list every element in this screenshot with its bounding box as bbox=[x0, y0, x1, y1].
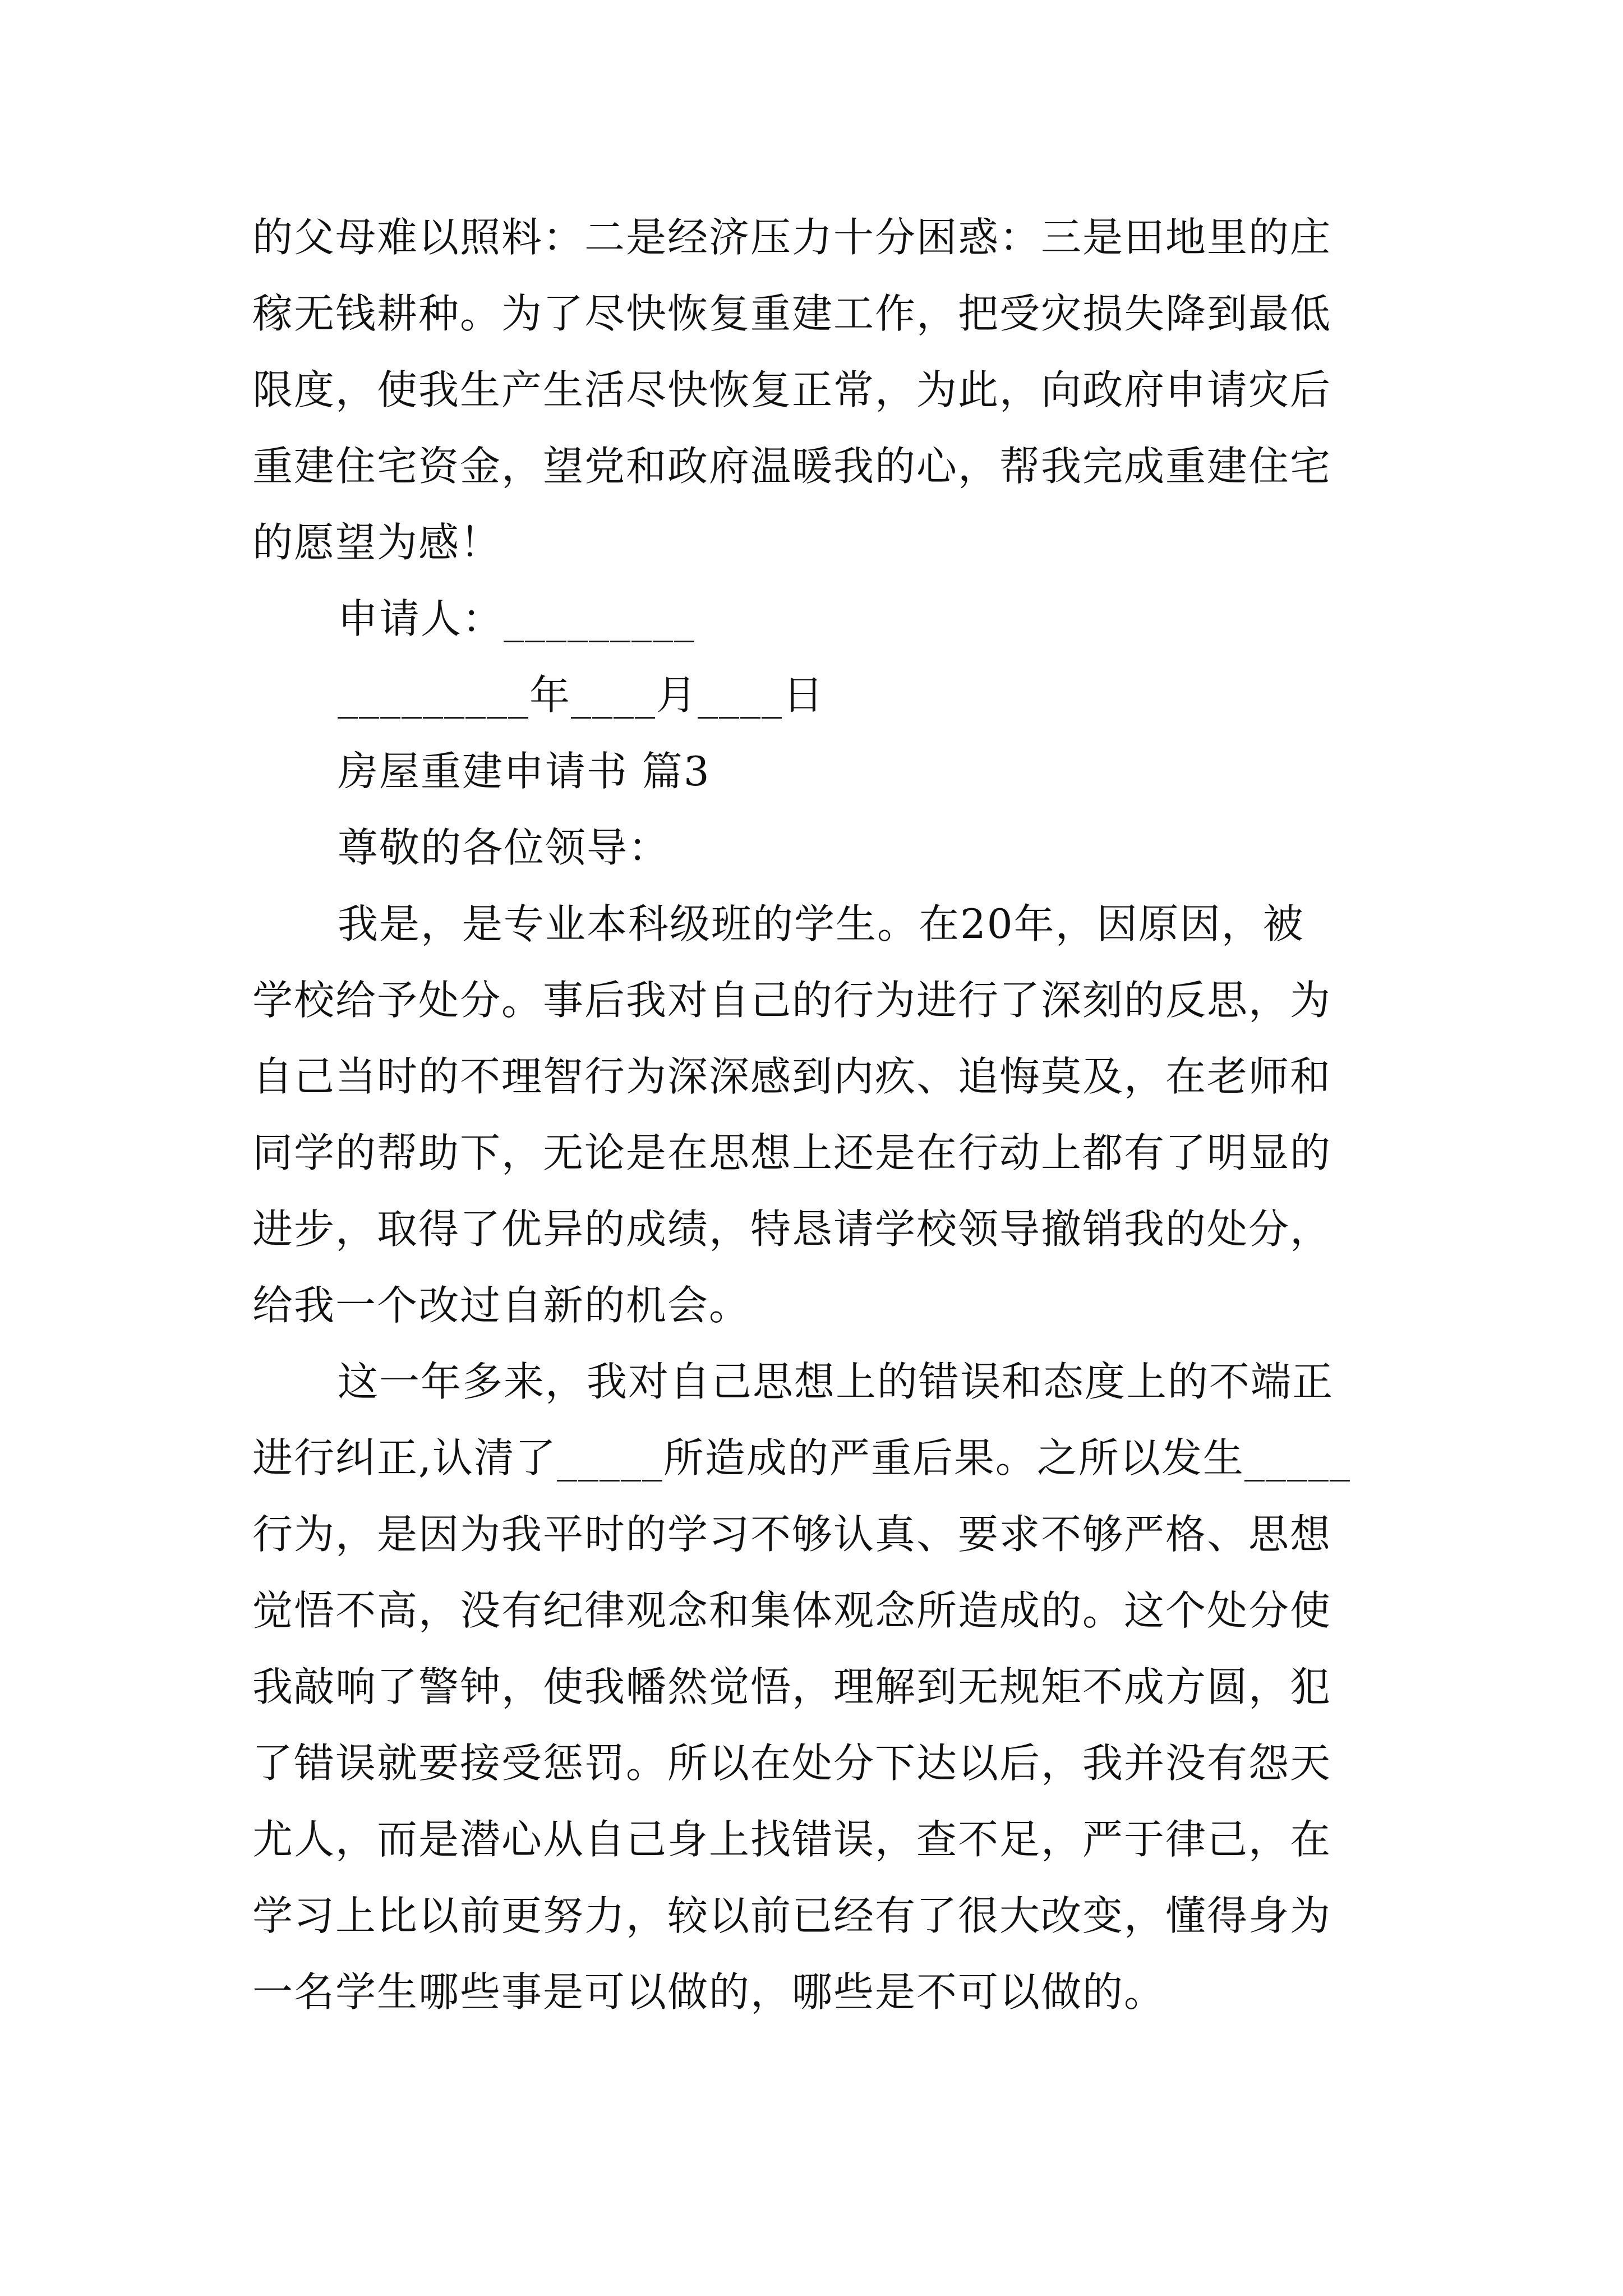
text-line: 我敲响了警钟，使我幡然觉悟，理解到无规矩不成方圆，犯 bbox=[252, 1663, 1332, 1710]
text-line: 尤人，而是潜心从自己身上找错误，查不足，严于律己，在 bbox=[252, 1816, 1332, 1863]
text-line: 我是，是专业本科级班的学生。在20年，因原因，被 bbox=[338, 900, 1304, 947]
text-line: 限度，使我生产生活尽快恢复正常，为此，向政府申请灾后 bbox=[252, 366, 1332, 413]
text-line: 了错误就要接受惩罚。所以在处分下达以后，我并没有怨天 bbox=[252, 1740, 1332, 1787]
text-line: 给我一个改过自新的机会。 bbox=[252, 1282, 751, 1329]
text-line: 进行纠正,认清了_____所造成的严重后果。之所以发生_____ bbox=[252, 1434, 1351, 1481]
text-line: 的父母难以照料：二是经济压力十分困惑：三是田地里的庄 bbox=[252, 214, 1332, 261]
text-line: 同学的帮助下，无论是在思想上还是在行动上都有了明显的 bbox=[252, 1129, 1332, 1176]
text-line: 的愿望为感！ bbox=[252, 519, 502, 566]
applicant-signature-line: 申请人：_________ bbox=[338, 595, 696, 642]
text-line: 稼无钱耕种。为了尽快恢复重建工作，把受灾损失降到最低 bbox=[252, 290, 1332, 337]
text-line: 重建住宅资金，望党和政府温暖我的心，帮我完成重建住宅 bbox=[252, 443, 1332, 490]
text-line: 觉悟不高，没有纪律观念和集体观念所造成的。这个处分使 bbox=[252, 1587, 1332, 1634]
date-line: _________年____月____日 bbox=[338, 671, 824, 719]
text-line: 学习上比以前更努力，较以前已经有了很大改变，懂得身为 bbox=[252, 1892, 1332, 1939]
document-body bbox=[252, 199, 1380, 2030]
text-line: 自己当时的不理智行为深深感到内疚、追悔莫及，在老师和 bbox=[252, 1053, 1332, 1100]
section-heading: 房屋重建申请书 篇3 bbox=[338, 748, 711, 795]
text-line: 进步，取得了优异的成绩，特恳请学校领导撤销我的处分， bbox=[252, 1205, 1332, 1253]
text-line: 这一年多来，我对自己思想上的错误和态度上的不端正 bbox=[338, 1358, 1334, 1405]
salutation: 尊敬的各位领导： bbox=[338, 824, 670, 871]
text-line: 行为，是因为我平时的学习不够认真、要求不够严格、思想 bbox=[252, 1511, 1332, 1558]
text-line: 学校给予处分。事后我对自己的行为进行了深刻的反思，为 bbox=[252, 977, 1332, 1024]
text-line: 一名学生哪些事是可以做的，哪些是不可以做的。 bbox=[252, 1968, 1166, 2016]
